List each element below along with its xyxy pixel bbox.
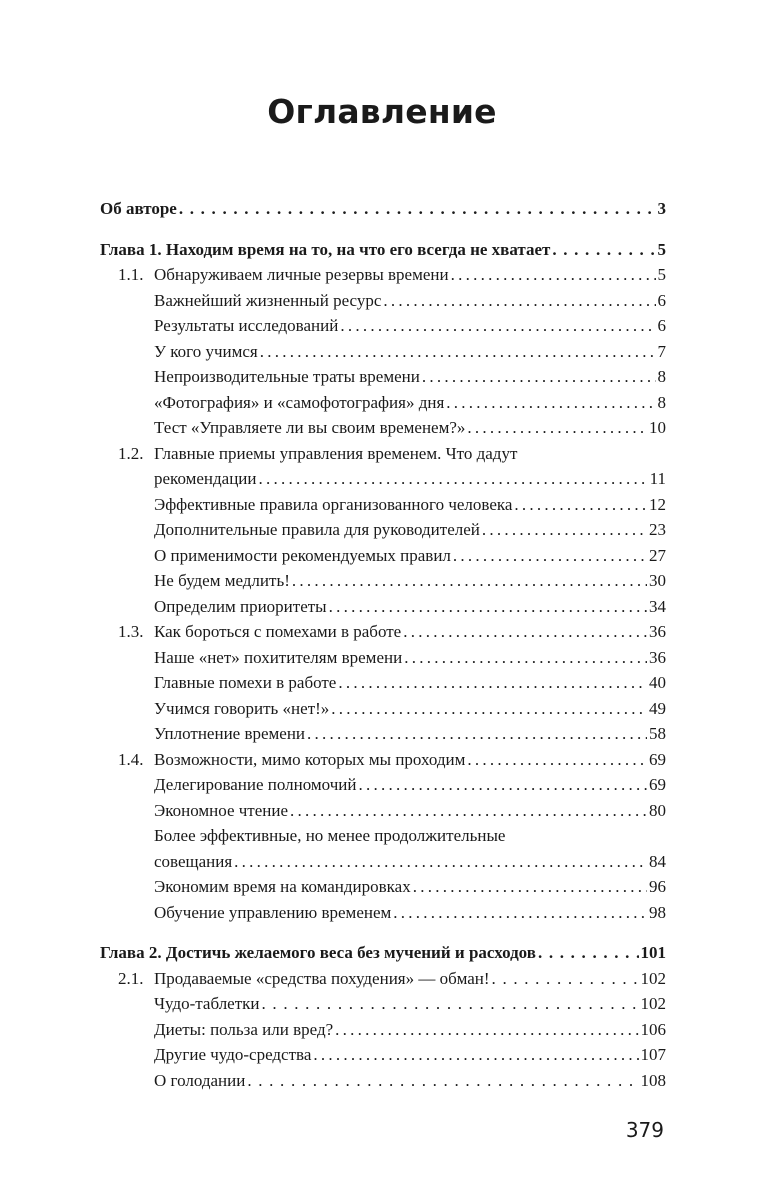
toc-entry-page: 8 [657, 367, 666, 386]
toc-entry[interactable] [100, 339, 666, 365]
toc-section-number: 2.1. [118, 968, 144, 988]
toc-entry[interactable] [100, 390, 666, 416]
toc-entry-title: Делегирование полномочий [154, 775, 357, 794]
leader-dots [329, 594, 647, 620]
toc-entry-page: 80 [649, 800, 666, 820]
toc-entry-title: У кого учимся [154, 341, 258, 361]
toc-entry[interactable] [100, 288, 666, 314]
toc-entry-page: 102 [640, 968, 666, 988]
toc-entry-page: 6 [657, 316, 666, 335]
toc-entry-page: 27 [649, 545, 666, 565]
leader-dots [422, 364, 656, 390]
toc-entry-page: 10 [649, 418, 666, 437]
toc-entry-title-line1: Более эффективные, но менее продолжительные [154, 826, 506, 845]
toc-entry[interactable] [100, 1017, 666, 1043]
toc-entry-title: Глава 2. Достичь желаемого веса без мучений и расходов [100, 943, 536, 962]
leader-dots [453, 543, 647, 569]
leader-dots [383, 288, 655, 314]
toc-entry-title: Наше «нет» похитителям времени [154, 647, 403, 667]
toc-entry-page: 107 [640, 1045, 666, 1064]
toc-entry[interactable] [100, 721, 666, 747]
toc-entry-page: 6 [657, 290, 666, 310]
leader-dots [467, 747, 647, 773]
toc-entry-page: 12 [649, 494, 666, 514]
toc-entry-title-line2: рекомендации [154, 469, 257, 488]
toc-entry-page: 7 [657, 341, 666, 361]
toc-entry-title: Уплотнение времени [154, 724, 306, 743]
toc-entry[interactable] [100, 696, 666, 722]
toc-entry[interactable] [100, 670, 666, 696]
toc-entry[interactable] [100, 517, 666, 543]
leader-dots [313, 1042, 638, 1068]
toc-entry-title: Экономное чтение [154, 800, 289, 820]
leader-dots [482, 517, 647, 543]
leader-dots [358, 772, 647, 798]
leader-dots [179, 196, 656, 222]
toc-entry-title: Другие чудо-средства [154, 1045, 312, 1064]
leader-dots [393, 900, 647, 926]
toc-section-number: 1.4. [118, 749, 144, 769]
toc-section-number: 1.3. [118, 622, 144, 641]
toc-section-number: 1.1. [118, 265, 144, 284]
toc-entry-page: 84 [649, 851, 666, 871]
toc-entry-cont[interactable] [100, 849, 666, 875]
toc-entry-title: Важнейший жизненный ресурс [154, 290, 382, 310]
toc-entry-page: 108 [640, 1070, 666, 1090]
toc-entry-page: 11 [649, 469, 666, 488]
toc-entry-chapter-1[interactable] [100, 237, 666, 263]
leader-dots [260, 339, 656, 365]
toc-entry-title: «Фотография» и «самофотография» дня [154, 392, 445, 412]
leader-dots [292, 568, 647, 594]
toc-entry-title-line1: Главные приемы управления временем. Что дадут [154, 443, 518, 463]
page-number: 379 [625, 1118, 664, 1142]
toc-entry[interactable] [100, 492, 666, 518]
toc-entry[interactable] [100, 594, 666, 620]
toc-entry[interactable] [100, 900, 666, 926]
toc-entry-section-1-1[interactable] [100, 262, 666, 288]
leader-dots [538, 940, 639, 966]
toc-entry[interactable] [100, 1042, 666, 1068]
toc-entry-title-line2: совещания [154, 851, 233, 871]
toc-entry-section-1-3[interactable] [100, 619, 666, 645]
toc-entry-title: Дополнительные правила для руководителей [154, 520, 480, 539]
leader-dots [492, 966, 639, 992]
toc-entry[interactable] [100, 543, 666, 569]
leader-dots [307, 721, 647, 747]
toc-entry-title: Экономим время на командировках [154, 877, 411, 896]
leader-dots [234, 849, 647, 875]
toc-entry[interactable] [100, 568, 666, 594]
toc-entry-title: Эффективные правила организованного человека [154, 494, 513, 514]
toc-entry-page: 49 [649, 698, 666, 718]
toc-entry-section-1-2[interactable] [100, 441, 666, 467]
leader-dots [514, 492, 647, 518]
leader-dots [335, 1017, 638, 1043]
leader-dots [340, 313, 655, 339]
toc-entry-page: 102 [640, 994, 666, 1013]
toc-entry[interactable] [100, 1068, 666, 1094]
toc-entry[interactable] [100, 313, 666, 339]
toc-entry-about-author[interactable] [100, 196, 666, 222]
toc-entry-page: 98 [649, 902, 666, 922]
leader-dots [290, 798, 647, 824]
toc-entry[interactable] [100, 415, 666, 441]
toc-entry-page: 69 [649, 749, 666, 769]
leader-dots [247, 1068, 638, 1094]
table-of-contents [100, 196, 666, 1093]
leader-dots [404, 645, 647, 671]
toc-entry-section-2-1[interactable] [100, 966, 666, 992]
toc-entry-title: О голодании [154, 1070, 246, 1090]
toc-entry-page: 96 [649, 877, 666, 896]
toc-entry-title: Непроизводительные траты времени [154, 367, 420, 386]
leader-dots [262, 991, 639, 1017]
toc-entry-title: О применимости рекомендуемых правил [154, 545, 451, 565]
toc-entry-title: Результаты исследований [154, 316, 339, 335]
toc-entry-section-1-4[interactable] [100, 747, 666, 773]
toc-entry-section-1-2-cont[interactable] [100, 466, 666, 492]
toc-entry-title: Обнаруживаем личные резервы времени [154, 265, 449, 284]
toc-entry-chapter-2[interactable] [100, 940, 666, 966]
toc-entry-page: 106 [640, 1019, 666, 1039]
leader-dots [403, 619, 647, 645]
toc-entry-page: 3 [657, 199, 666, 218]
toc-entry[interactable] [100, 874, 666, 900]
toc-entry-page: 36 [649, 622, 666, 641]
toc-entry-page: 69 [649, 775, 666, 794]
toc-entry-page: 8 [657, 392, 666, 412]
leader-dots [552, 237, 655, 263]
toc-entry-title: Чудо-таблетки [154, 994, 260, 1013]
toc-entry-title: Продаваемые «средства похудения» — обман! [154, 968, 490, 988]
toc-entry-page: 5 [657, 239, 666, 259]
toc-entry[interactable] [100, 772, 666, 798]
toc-entry-page: 30 [649, 571, 666, 590]
toc-entry-page: 34 [649, 596, 666, 616]
toc-entry-title: Об авторе [100, 199, 177, 218]
toc-entry-title: Тест «Управляете ли вы своим временем?» [154, 418, 466, 437]
toc-entry-page: 36 [649, 647, 666, 667]
leader-dots [331, 696, 647, 722]
toc-entry-title: Возможности, мимо которых мы проходим [154, 749, 466, 769]
leader-dots [446, 390, 655, 416]
leader-dots [451, 262, 656, 288]
toc-entry-title: Определим приоритеты [154, 596, 327, 616]
toc-section-number: 1.2. [118, 443, 144, 463]
toc-entry[interactable] [100, 991, 666, 1017]
page-title: Оглавление [267, 92, 497, 131]
toc-entry-title: Как бороться с помехами в работе [154, 622, 402, 641]
toc-entry[interactable] [100, 364, 666, 390]
toc-entry[interactable] [100, 645, 666, 671]
toc-entry-page: 40 [649, 673, 666, 692]
toc-entry-title: Главные помехи в работе [154, 673, 337, 692]
toc-entry[interactable] [100, 798, 666, 824]
toc-entry-page: 23 [649, 520, 666, 539]
leader-dots [413, 874, 647, 900]
leader-dots [467, 415, 647, 441]
toc-entry-page: 58 [649, 724, 666, 743]
toc-entry-title: Диеты: польза или вред? [154, 1019, 334, 1039]
toc-entry-title: Не будем медлить! [154, 571, 290, 590]
leader-dots [338, 670, 647, 696]
toc-entry[interactable] [100, 823, 666, 849]
leader-dots [259, 466, 648, 492]
toc-entry-title: Обучение управлению временем [154, 902, 392, 922]
toc-entry-page: 5 [657, 265, 666, 284]
toc-entry-page: 101 [640, 943, 666, 962]
toc-entry-title: Учимся говорить «нет!» [154, 698, 330, 718]
toc-entry-title: Глава 1. Находим время на то, на что его всегда не хватает [100, 239, 551, 259]
